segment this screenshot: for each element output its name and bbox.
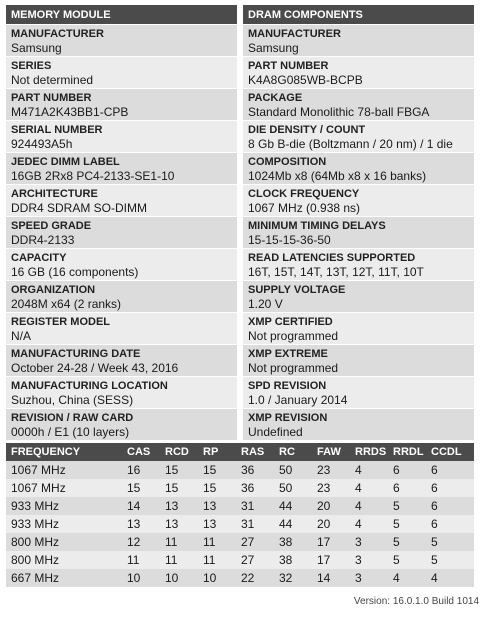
memory-module-field-label: REVISION / RAW CARD <box>11 412 134 424</box>
timing-cell: 4 <box>355 517 362 531</box>
dram-components-field <box>243 120 474 152</box>
timing-column-header: FAW <box>317 446 341 458</box>
timing-cell: 23 <box>317 463 331 477</box>
memory-module-field-value: Suzhou, China (SESS) <box>11 393 134 407</box>
timing-cell: 6 <box>431 481 438 495</box>
timing-cell: 13 <box>203 517 217 531</box>
dram-components-field-value: 16T, 15T, 14T, 13T, 12T, 11T, 10T <box>248 265 424 279</box>
dram-components-field-label: CLOCK FREQUENCY <box>248 188 360 200</box>
timing-cell: 5 <box>431 535 438 549</box>
memory-module-field <box>6 24 237 56</box>
dram-components-field-value: 15-15-15-36-50 <box>248 233 331 247</box>
memory-module-field-value: 924493A5h <box>11 137 73 151</box>
spd-panels <box>6 5 474 440</box>
timing-cell: 44 <box>279 499 293 513</box>
timing-cell: 10 <box>203 571 217 585</box>
dram-components-field-label: MANUFACTURER <box>248 28 341 40</box>
dram-components-field-label: DIE DENSITY / COUNT <box>248 124 366 136</box>
dram-components-field-value: Undefined <box>248 425 303 439</box>
timing-cell: 11 <box>203 553 216 567</box>
timing-cell: 15 <box>127 481 141 495</box>
timing-cell: 13 <box>127 517 141 531</box>
timing-cell: 20 <box>317 499 331 513</box>
memory-module-field-value: Samsung <box>11 41 62 55</box>
timing-column-header: RCD <box>165 446 189 458</box>
timing-column-header: RP <box>203 446 219 458</box>
timing-cell: 23 <box>317 481 331 495</box>
timing-column-header: RAS <box>241 446 265 458</box>
timing-cell: 6 <box>431 517 438 531</box>
memory-module-field-value: M471A2K43BB1-CPB <box>11 105 129 119</box>
timing-row <box>6 515 474 533</box>
memory-module-field-value: N/A <box>11 329 32 343</box>
memory-module-field-value: 16 GB (16 components) <box>11 265 139 279</box>
timing-cell: 50 <box>279 481 293 495</box>
memory-module-field-label: JEDEC DIMM LABEL <box>11 156 120 168</box>
timing-cell: 3 <box>355 553 362 567</box>
memory-module-field <box>6 376 237 408</box>
timing-row <box>6 497 474 515</box>
dram-components-field <box>243 280 474 312</box>
timing-cell: 36 <box>241 481 255 495</box>
memory-module-field-label: CAPACITY <box>11 252 67 264</box>
timing-cell: 32 <box>279 571 293 585</box>
timing-cell: 13 <box>165 499 179 513</box>
dram-components-field-value: Samsung <box>248 41 299 55</box>
memory-module-field <box>6 216 237 248</box>
dram-components-field-value: 1067 MHz (0.938 ns) <box>248 201 361 215</box>
memory-module-field-value: DDR4 SDRAM SO-DIMM <box>11 201 148 215</box>
timing-cell: 16 <box>127 463 141 477</box>
memory-module-field <box>6 56 237 88</box>
dram-components-field-label: XMP CERTIFIED <box>248 316 333 328</box>
timing-cell: 15 <box>165 463 179 477</box>
dram-components-field <box>243 88 474 120</box>
spd-report <box>6 5 474 587</box>
dram-components-field-label: SUPPLY VOLTAGE <box>248 284 346 296</box>
timing-table-header <box>6 443 474 461</box>
timing-row <box>6 533 474 551</box>
timing-cell: 4 <box>355 481 362 495</box>
timing-cell: 14 <box>317 571 331 585</box>
dram-components-field-label: PACKAGE <box>248 92 303 104</box>
dram-components-field-value: 1.20 V <box>248 297 283 311</box>
timing-cell: 667 MHz <box>11 571 60 585</box>
dram-components-field-value: 1024Mb x8 (64Mb x8 x 16 banks) <box>248 169 427 183</box>
dram-components-field-label: READ LATENCIES SUPPORTED <box>248 252 416 264</box>
timing-cell: 6 <box>431 499 438 513</box>
dram-components-field <box>243 24 474 56</box>
dram-components-fields <box>243 24 474 440</box>
memory-module-field <box>6 88 237 120</box>
timing-cell: 20 <box>317 517 331 531</box>
timing-cell: 38 <box>279 535 293 549</box>
dram-components-field-label: XMP EXTREME <box>248 348 328 360</box>
timing-cell: 12 <box>127 535 141 549</box>
timing-cell: 31 <box>241 499 255 513</box>
memory-module-field-label: SERIES <box>11 60 52 72</box>
timing-cell: 800 MHz <box>11 535 60 549</box>
dram-components-field-label: PART NUMBER <box>248 60 329 72</box>
timing-cell: 933 MHz <box>11 499 60 513</box>
timing-cell: 933 MHz <box>11 517 60 531</box>
memory-module-field-value: 0000h / E1 (10 layers) <box>11 425 130 439</box>
timing-cell: 10 <box>127 571 141 585</box>
memory-module-field <box>6 344 237 376</box>
memory-module-field-label: MANUFACTURING LOCATION <box>11 380 168 392</box>
timing-cell: 6 <box>393 463 400 477</box>
dram-components-field <box>243 152 474 184</box>
timing-column-header: RRDS <box>355 446 387 458</box>
timing-cell: 11 <box>203 535 216 549</box>
dram-components-field-label: COMPOSITION <box>248 156 327 168</box>
timing-cell: 50 <box>279 463 293 477</box>
timing-cell: 17 <box>317 553 331 567</box>
timing-table-body <box>6 461 474 587</box>
dram-components-field-label: SPD REVISION <box>248 380 327 392</box>
dram-components-field <box>243 248 474 280</box>
timing-cell: 5 <box>393 535 400 549</box>
dram-components-panel <box>243 5 474 440</box>
memory-module-field-label: REGISTER MODEL <box>11 316 111 328</box>
timing-column-header: RRDL <box>393 446 424 458</box>
memory-module-field <box>6 408 237 440</box>
timing-table <box>6 443 474 587</box>
timing-row <box>6 461 474 479</box>
timing-cell: 15 <box>203 481 217 495</box>
memory-module-field-label: MANUFACTURER <box>11 28 104 40</box>
dram-components-field-value: 8 Gb B-die (Boltzmann / 20 nm) / 1 die <box>248 137 453 151</box>
timing-cell: 14 <box>127 499 141 513</box>
timing-cell: 27 <box>241 553 255 567</box>
timing-cell: 13 <box>203 499 217 513</box>
timing-cell: 5 <box>393 553 400 567</box>
timing-cell: 4 <box>355 463 362 477</box>
dram-components-header: DRAM COMPONENTS <box>243 5 474 24</box>
memory-module-field <box>6 280 237 312</box>
dram-components-field <box>243 184 474 216</box>
timing-column-header: RC <box>279 446 295 458</box>
timing-cell: 1067 MHz <box>11 463 66 477</box>
memory-module-field-value: DDR4-2133 <box>11 233 75 247</box>
timing-column-header: FREQUENCY <box>11 446 81 458</box>
memory-module-field-label: ORGANIZATION <box>11 284 96 296</box>
timing-column-header: CCDL <box>431 446 462 458</box>
version-label: Version: 16.0.1.0 Build 1014 <box>353 596 479 607</box>
timing-cell: 4 <box>393 571 400 585</box>
dram-components-field-value: Not programmed <box>248 329 339 343</box>
memory-module-field <box>6 248 237 280</box>
memory-module-fields <box>6 24 237 440</box>
dram-components-field-label: XMP REVISION <box>248 412 328 424</box>
timing-cell: 1067 MHz <box>11 481 66 495</box>
timing-row <box>6 551 474 569</box>
dram-components-field-value: K4A8G085WB-BCPB <box>248 73 363 87</box>
dram-components-field <box>243 344 474 376</box>
memory-module-field-label: MANUFACTURING DATE <box>11 348 141 360</box>
dram-components-field <box>243 376 474 408</box>
dram-components-field <box>243 56 474 88</box>
timing-cell: 4 <box>355 499 362 513</box>
timing-cell: 44 <box>279 517 293 531</box>
timing-cell: 6 <box>431 463 438 477</box>
timing-cell: 31 <box>241 517 255 531</box>
timing-column-header: CAS <box>127 446 151 458</box>
timing-cell: 800 MHz <box>11 553 60 567</box>
timing-cell: 15 <box>203 463 217 477</box>
memory-module-header: MEMORY MODULE <box>6 5 237 24</box>
dram-components-field <box>243 312 474 344</box>
timing-cell: 5 <box>393 499 400 513</box>
memory-module-field-value: 16GB 2Rx8 PC4-2133-SE1-10 <box>11 169 175 183</box>
timing-cell: 36 <box>241 463 255 477</box>
timing-cell: 6 <box>393 481 400 495</box>
memory-module-panel <box>6 5 237 440</box>
timing-cell: 10 <box>165 571 179 585</box>
memory-module-field-value: October 24-28 / Week 43, 2016 <box>11 361 179 375</box>
memory-module-field-value: 2048M x64 (2 ranks) <box>11 297 122 311</box>
dram-components-field-label: MINIMUM TIMING DELAYS <box>248 220 386 232</box>
timing-cell: 3 <box>355 535 362 549</box>
dram-components-field-value: Not programmed <box>248 361 339 375</box>
dram-components-field <box>243 408 474 440</box>
memory-module-field-label: SPEED GRADE <box>11 220 92 232</box>
timing-cell: 5 <box>431 553 438 567</box>
timing-cell: 17 <box>317 535 331 549</box>
memory-module-field <box>6 312 237 344</box>
timing-cell: 11 <box>165 535 178 549</box>
timing-cell: 5 <box>393 517 400 531</box>
timing-row <box>6 569 474 587</box>
timing-cell: 38 <box>279 553 293 567</box>
timing-cell: 22 <box>241 571 255 585</box>
timing-row <box>6 479 474 497</box>
timing-cell: 3 <box>355 571 362 585</box>
timing-cell: 11 <box>127 553 140 567</box>
dram-components-field-value: Standard Monolithic 78-ball FBGA <box>248 105 430 119</box>
timing-cell: 27 <box>241 535 255 549</box>
memory-module-field <box>6 184 237 216</box>
memory-module-field <box>6 120 237 152</box>
memory-module-field-label: ARCHITECTURE <box>11 188 98 200</box>
memory-module-field <box>6 152 237 184</box>
timing-cell: 4 <box>431 571 438 585</box>
dram-components-field-value: 1.0 / January 2014 <box>248 393 348 407</box>
timing-cell: 15 <box>165 481 179 495</box>
timing-cell: 11 <box>165 553 178 567</box>
dram-components-field <box>243 216 474 248</box>
memory-module-field-label: PART NUMBER <box>11 92 92 104</box>
memory-module-field-label: SERIAL NUMBER <box>11 124 103 136</box>
timing-cell: 13 <box>165 517 179 531</box>
memory-module-field-value: Not determined <box>11 73 94 87</box>
